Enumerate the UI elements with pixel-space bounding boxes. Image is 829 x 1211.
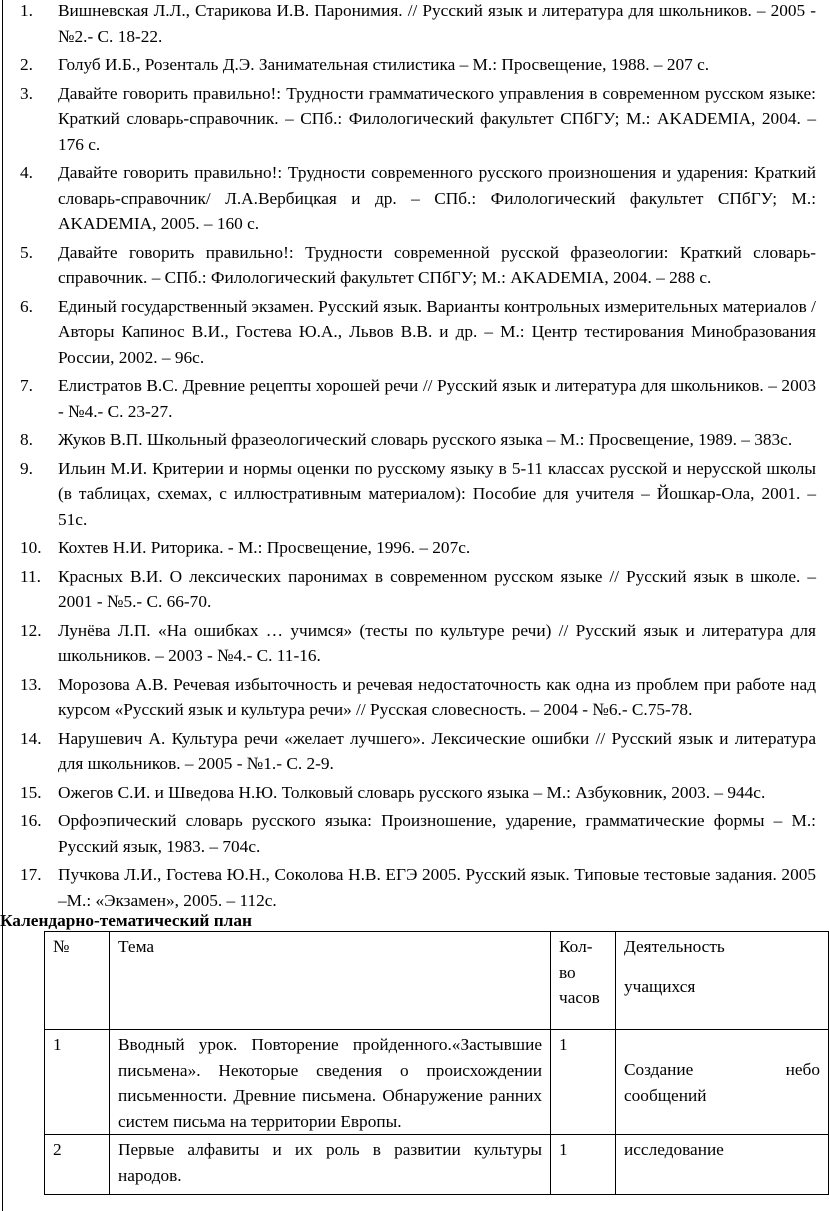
header-activity <box>616 932 829 1030</box>
reference-number: 14. <box>20 728 42 748</box>
header-activity-line2: учащихся <box>624 976 696 996</box>
reference-number: 5. <box>20 242 33 262</box>
reference-item <box>20 0 816 49</box>
row-number: 2 <box>45 1135 110 1195</box>
reference-item <box>20 535 816 561</box>
reference-text: Давайте говорить правильно!: Трудности современного русского произношения и ударения: Краткий словарь-справочник/ Л.А.Вербицкая и др. – СПб.: Филологический факультет СПбГУ; М.: AKADEMIA, 2005. – 160 с. <box>58 163 816 233</box>
reference-text: Елистратов В.С. Древние рецепты хорошей речи // Русский язык и литература для школьников. – 2003 - №4.- С. 23-27. <box>58 376 816 421</box>
reference-number: 7. <box>20 376 33 395</box>
row-number: 1 <box>45 1030 110 1135</box>
reference-number: 12. <box>20 620 42 640</box>
table-row <box>45 1135 829 1195</box>
reference-number: 16. <box>20 811 42 830</box>
plan-title: Календарно-тематический план <box>0 911 252 930</box>
header-activity-line1: Деятельность <box>624 937 725 956</box>
reference-number: 4. <box>20 163 33 182</box>
reference-list <box>20 0 816 916</box>
reference-item <box>20 160 816 237</box>
reference-text: Лунёва Л.П. «На ошибках … учимся» (тесты по культуре речи) // Русский язык и литература для школьников. – 2003 - №4.- С. 11-16. <box>58 620 816 665</box>
reference-item <box>20 456 816 533</box>
reference-number: 2. <box>20 55 33 74</box>
row-activity-c: сообщений <box>624 1085 707 1105</box>
reference-number: 3. <box>20 83 33 103</box>
header-hours: Кол-во часов <box>551 932 616 1030</box>
page-left-border <box>2 0 3 1211</box>
reference-text: Ильин М.И. Критерии и нормы оценки по русскому языку в 5-11 классах русской и нерусской школы (в таблицах, схемах, с иллюстративным материалом): Пособие для учителя – Йошкар-Ола, 2001. – 51с. <box>58 458 816 529</box>
table-row <box>45 1030 829 1135</box>
reference-text: Давайте говорить правильно!: Трудности грамматического управления в современном русском языке: Краткий словарь-справочник. – СПб.: Филологический факультет СПбГУ; М.: AKADEMIA, 2004. – 176 с. <box>58 83 816 154</box>
reference-item <box>20 564 816 615</box>
reference-item <box>20 81 816 158</box>
reference-text: Единый государственный экзамен. Русский язык. Варианты контрольных измерительных материалов /Авторы Капинос В.И., Гостева Ю.А., Львов В.В. и др. – М.: Центр тестирования Минобразования России, 2002. – 96с. <box>58 296 816 367</box>
reference-item <box>20 726 816 777</box>
reference-item <box>20 52 816 78</box>
reference-text: Нарушевич А. Культура речи «желает лучшего». Лексические ошибки // Русский язык и литература для школьников. – 2005 - №1.- С. 2-9. <box>58 728 816 773</box>
reference-number: 8. <box>20 430 33 449</box>
plan-table <box>44 931 829 1195</box>
reference-item <box>20 808 816 859</box>
reference-number: 15. <box>20 782 42 802</box>
reference-item <box>20 294 816 371</box>
row-topic: Первые алфавиты и их роль в развитии культуры народов. <box>110 1135 551 1195</box>
reference-number: 17. <box>20 865 42 884</box>
reference-item <box>20 672 816 723</box>
table-header-row <box>45 932 829 1030</box>
header-number: № <box>45 932 110 1030</box>
reference-number: 9. <box>20 458 33 478</box>
reference-item <box>20 240 816 291</box>
row-activity <box>616 1135 829 1195</box>
row-activity-a: исследование <box>624 1140 724 1159</box>
header-topic: Тема <box>110 932 551 1030</box>
reference-number: 11. <box>20 566 41 586</box>
reference-text: Ожегов С.И. и Шведова Н.Ю. Толковый словарь русского языка – М.: Азбуковник, 2003. – 944с. <box>58 782 766 802</box>
reference-number: 6. <box>20 296 33 316</box>
reference-number: 1. <box>20 1 33 20</box>
reference-number: 13. <box>20 674 42 694</box>
reference-item <box>20 780 816 806</box>
reference-text: Давайте говорить правильно!: Трудности современной русской фразеологии: Краткий словарь-справочник. – СПб.: Филологический факультет СПбГУ; М.: AKADEMIA, 2004. – 288 с. <box>58 242 816 287</box>
reference-text: Жуков В.П. Школьный фразеологический словарь русского языка – М.: Просвещение, 1989. – 383с. <box>58 430 793 449</box>
reference-number: 10. <box>20 538 42 557</box>
row-activity-a: Создание <box>624 1060 694 1079</box>
row-hours: 1 <box>551 1030 616 1135</box>
reference-text: Морозова А.В. Речевая избыточность и речевая недостаточность как одна из проблем при работе над курсом «Русский язык и культура речи» // Русская словесность. – 2004 - №6.- С.75-78. <box>58 674 816 719</box>
reference-text: Пучкова Л.И., Гостева Ю.Н., Соколова Н.В. ЕГЭ 2005. Русский язык. Типовые тестовые задания. 2005 –М.: «Экзамен», 2005. – 112с. <box>58 865 816 910</box>
row-activity <box>616 1030 829 1135</box>
reference-text: Красных В.И. О лексических паронимах в современном русском языке // Русский язык в школе. – 2001 - №5.- С. 66-70. <box>58 566 816 611</box>
reference-text: Голуб И.Б., Розенталь Д.Э. Занимательная стилистика – М.: Просвещение, 1988. – 207 с. <box>58 55 710 74</box>
reference-item <box>20 427 816 453</box>
row-topic: Вводный урок. Повторение пройденного.«Застывшие письмена». Некоторые сведения о происхождении письменности. Древние письмена. Обнаружение ранних систем письма на территории Европы. <box>110 1030 551 1135</box>
reference-item <box>20 862 816 913</box>
reference-item <box>20 618 816 669</box>
row-activity-b: небо <box>785 1060 820 1079</box>
reference-item <box>20 373 816 424</box>
reference-text: Вишневская Л.Л., Старикова И.В. Паронимия. // Русский язык и литература для школьников. – 2005 - №2.- С. 18-22. <box>58 1 816 46</box>
reference-text: Кохтев Н.И. Риторика. - М.: Просвещение, 1996. – 207с. <box>58 538 471 557</box>
row-hours: 1 <box>551 1135 616 1195</box>
reference-text: Орфоэпический словарь русского языка: Произношение, ударение, грамматические формы – М.: Русский язык, 1983. – 704с. <box>58 811 816 856</box>
